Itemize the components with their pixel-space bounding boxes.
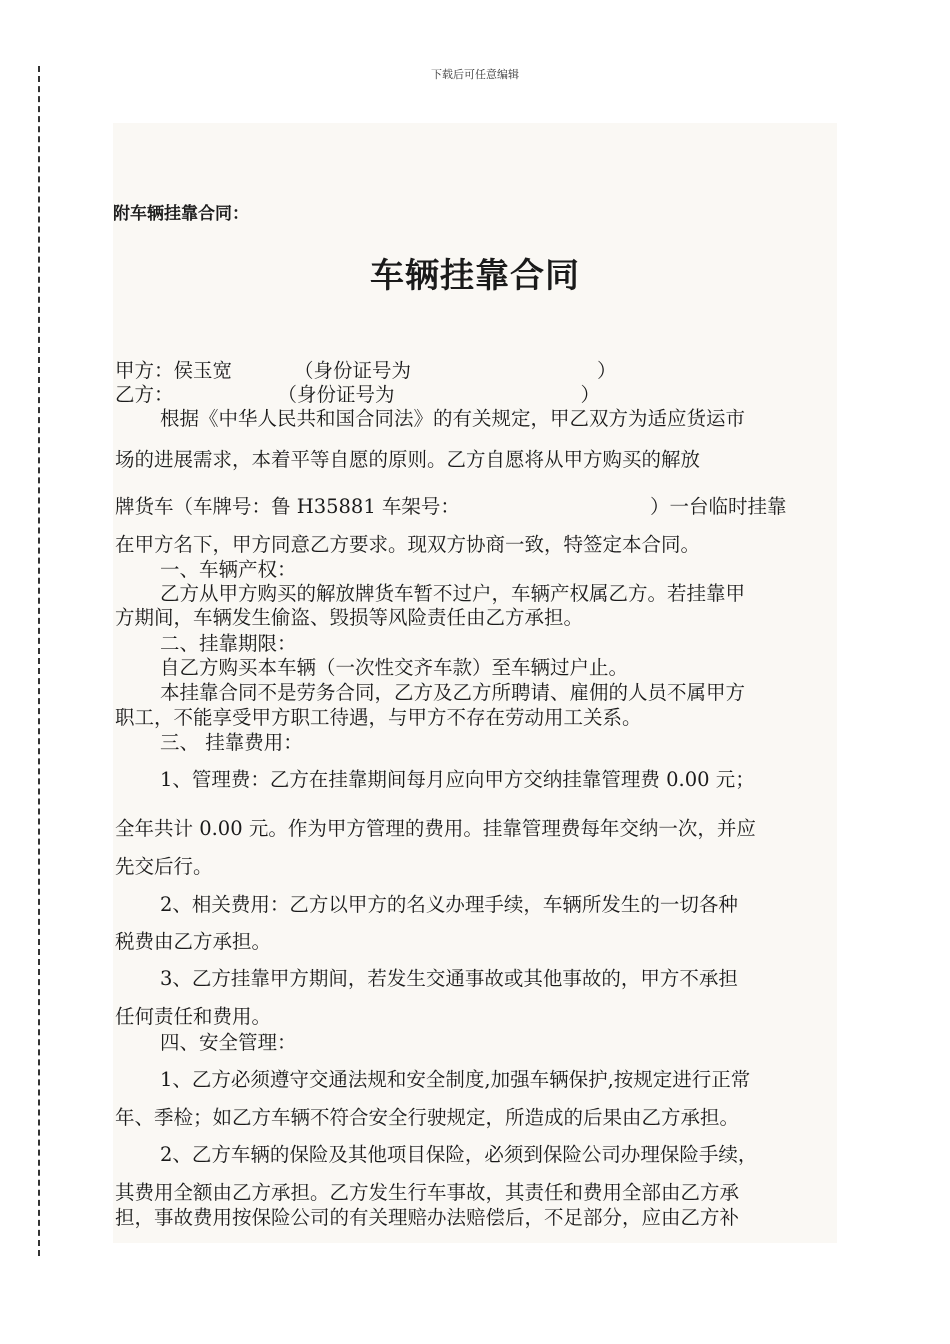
intro-line-4: 在甲方名下，甲方同意乙方要求。现双方协商一致，特签定本合同。 <box>115 533 701 556</box>
section-2-line-2: 本挂靠合同不是劳务合同，乙方及乙方所聘请、雇佣的人员不属甲方 <box>160 681 746 704</box>
intro-line-3 <box>115 495 786 519</box>
section-3-item-1-line-1: 1、管理费：乙方在挂靠期间每月应向甲方交纳挂靠管理费 0.00 元； <box>160 768 755 791</box>
section-4-heading: 四、安全管理： <box>160 1031 297 1054</box>
intro-line-3b: ）一台临时挂靠 <box>649 495 787 518</box>
section-3-item-3-line-2: 任何责任和费用。 <box>115 1005 272 1028</box>
section-3-item-1-line-3: 先交后行。 <box>115 855 213 878</box>
party-b-id-close: ） <box>580 383 601 406</box>
party-a-label: 甲方：侯玉宽 <box>115 359 233 382</box>
section-4-item-1-line-2: 年、季检；如乙方车辆不符合安全行驶规定，所造成的后果由乙方承担。 <box>115 1106 740 1129</box>
section-3-item-2-line-1: 2、相关费用：乙方以甲方的名义办理手续，车辆所发生的一切各种 <box>160 893 738 916</box>
section-2-heading: 二、挂靠期限： <box>160 632 297 655</box>
party-a-line <box>115 359 617 383</box>
section-4-item-2-line-2: 其费用全额由乙方承担。乙方发生行车事故，其责任和费用全部由乙方承 <box>115 1181 740 1204</box>
section-1-heading: 一、车辆产权： <box>160 558 297 581</box>
section-2-line-1: 自乙方购买本车辆（一次性交齐车款）至车辆过户止。 <box>160 656 629 679</box>
intro-line-2: 场的进展需求，本着平等自愿的原则。乙方自愿将从甲方购买的解放 <box>115 448 701 471</box>
section-3-item-3-line-1: 3、乙方挂靠甲方期间，若发生交通事故或其他事故的，甲方不承担 <box>160 967 738 990</box>
document-title: 车辆挂靠合同 <box>370 256 580 296</box>
section-2-line-3: 职工，不能享受甲方职工待遇，与甲方不存在劳动用工关系。 <box>115 706 642 729</box>
cut-line <box>38 66 40 1256</box>
intro-line-3a: 牌货车（车牌号：鲁 H35881 车架号： <box>115 495 460 518</box>
section-1-line-1: 乙方从甲方购买的解放牌货车暂不过户，车辆产权属乙方。若挂靠甲 <box>160 582 746 605</box>
section-1-line-2: 方期间，车辆发生偷盗、毁损等风险责任由乙方承担。 <box>115 606 584 629</box>
party-b-label: 乙方： <box>115 383 174 406</box>
section-4-item-2-line-1: 2、乙方车辆的保险及其他项目保险，必须到保险公司办理保险手续， <box>160 1143 758 1166</box>
party-b-id-open: （身份证号为 <box>277 383 395 406</box>
section-3-item-2-line-2: 税费由乙方承担。 <box>115 930 272 953</box>
section-4-item-1-line-1: 1、乙方必须遵守交通法规和安全制度,加强车辆保护,按规定进行正常 <box>160 1068 751 1091</box>
party-a-id-open: （身份证号为 <box>294 359 412 382</box>
party-a-id-close: ） <box>597 359 617 382</box>
section-4-item-2-line-3: 担，事故费用按保险公司的有关理赔办法赔偿后，不足部分，应由乙方补 <box>115 1206 740 1229</box>
header-note: 下载后可任意编辑 <box>431 68 519 81</box>
party-b-line <box>115 383 600 407</box>
section-3-heading: 三、 挂靠费用： <box>160 731 303 754</box>
intro-line-1: 根据《中华人民共和国合同法》的有关规定，甲乙双方为适应货运市 <box>160 407 746 430</box>
section-3-item-1-line-2: 全年共计 0.00 元。作为甲方管理的费用。挂靠管理费每年交纳一次，并应 <box>115 817 756 840</box>
attachment-label: 附车辆挂靠合同： <box>113 204 249 224</box>
